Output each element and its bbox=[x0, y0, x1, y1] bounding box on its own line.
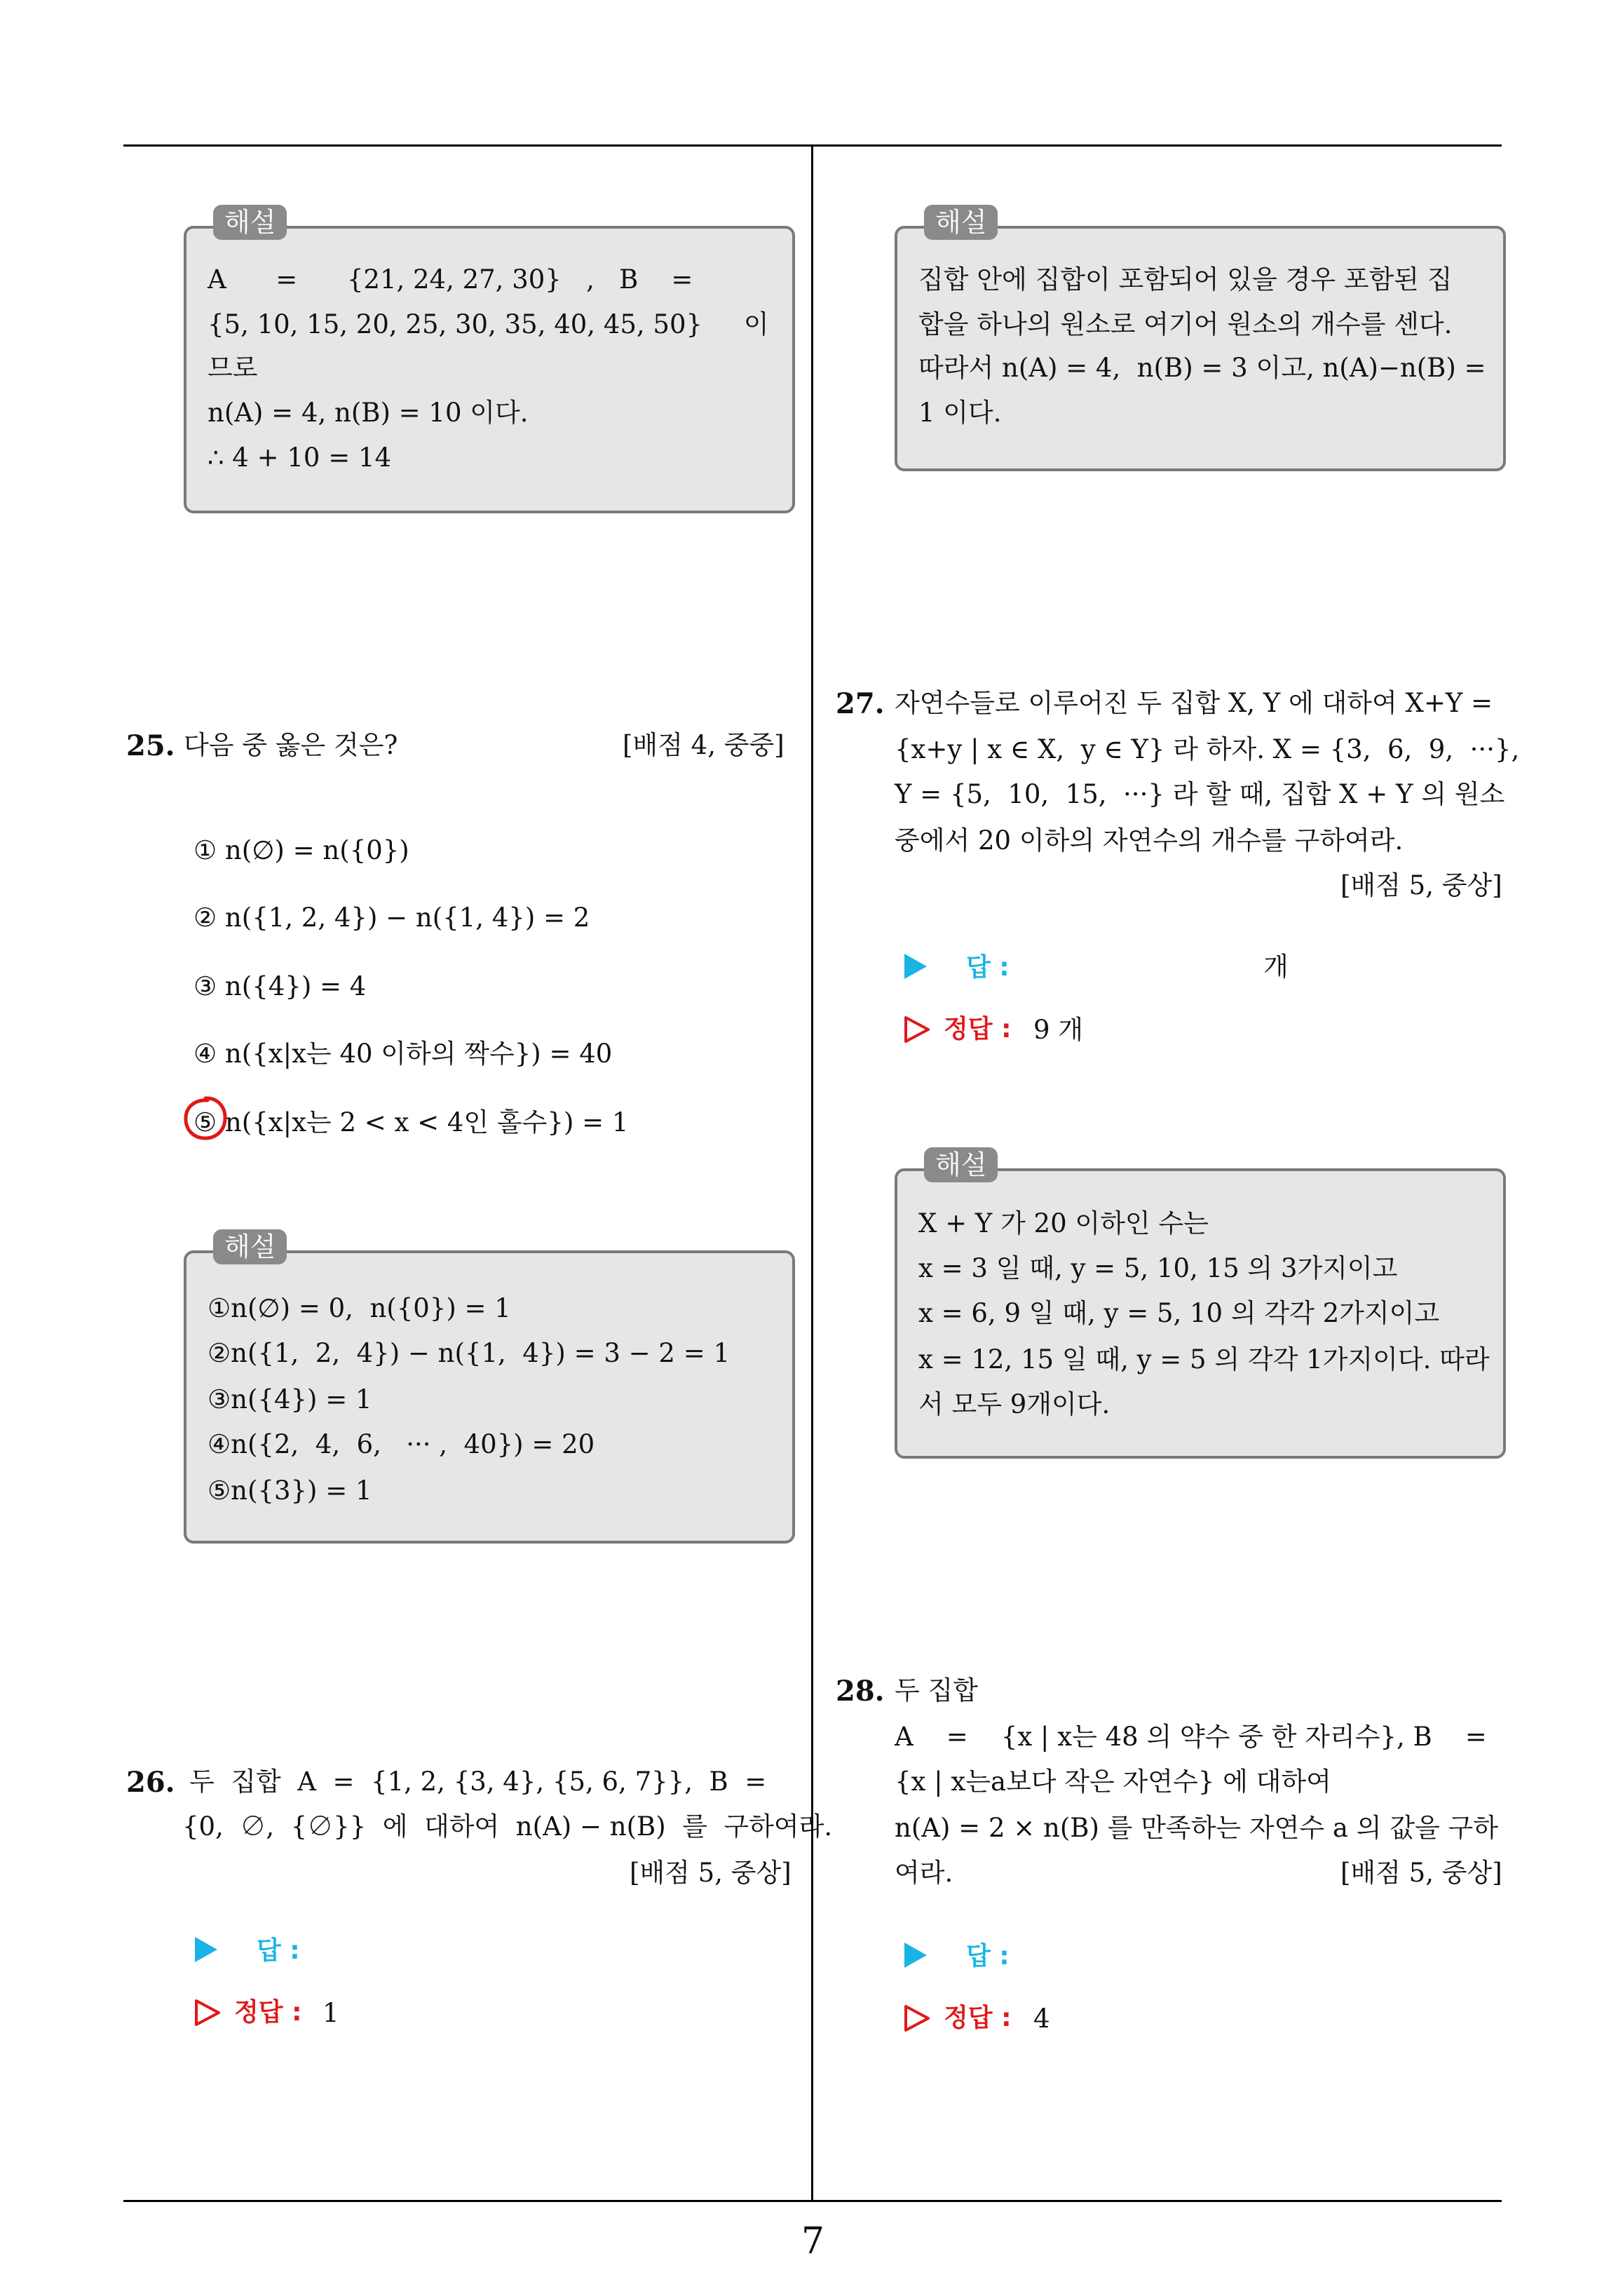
question-score-28: [배점 5, 중상] bbox=[1340, 1858, 1502, 1888]
solution-line: ④n({2, 4, 6, ··· , 40}) = 20 bbox=[208, 1429, 595, 1459]
solution-line: 따라서 n(A) = 4, n(B) = 3 이고, n(A)−n(B) = bbox=[918, 353, 1486, 383]
question-text-28: A = {x | x는 48 의 약수 중 한 자리수}, B = bbox=[895, 1722, 1487, 1752]
solution-line: A = {21, 24, 27, 30} , B = bbox=[208, 264, 693, 295]
answer-unit: 개 bbox=[1263, 952, 1289, 982]
question-number-26: 26. bbox=[126, 1766, 175, 1799]
question-text-27: {x+y | x ∈ X, y ∈ Y} 라 하자. X = {3, 6, 9, ···}, bbox=[895, 734, 1520, 764]
question-text-27: 중에서 20 이하의 자연수의 개수를 구하여라. bbox=[895, 825, 1404, 856]
column-divider bbox=[811, 144, 813, 2201]
correct-triangle-icon bbox=[193, 1999, 222, 2027]
answer-label: 답 : bbox=[966, 953, 1010, 982]
solution-line: x = 3 일 때, y = 5, 10, 15 의 3가지이고 bbox=[918, 1253, 1398, 1283]
option-5[interactable]: ⑤ n({x|x는 2 < x < 4인 홀수}) = 1 bbox=[193, 1107, 629, 1137]
solution-box-25 bbox=[184, 1231, 795, 1544]
selected-answer-circle bbox=[181, 1094, 230, 1143]
question-text-28: {x | x는a보다 작은 자연수} 에 대하여 bbox=[895, 1767, 1331, 1797]
question-text-28: 여라. bbox=[895, 1858, 953, 1888]
solution-line: ⑤n({3}) = 1 bbox=[208, 1475, 372, 1506]
correct-label: 정답 : bbox=[944, 1015, 1012, 1044]
correct-triangle-icon bbox=[903, 2004, 931, 2032]
solution-line: n(A) = 4, n(B) = 10 이다. bbox=[208, 398, 529, 428]
correct-triangle-icon bbox=[903, 1015, 931, 1044]
correct-value-27: 9 개 bbox=[1033, 1015, 1084, 1045]
option-4[interactable]: ④ n({x|x는 40 이하의 짝수}) = 40 bbox=[193, 1039, 613, 1069]
solution-line: x = 6, 9 일 때, y = 5, 10 의 각각 2가지이고 bbox=[918, 1298, 1440, 1328]
solution-tag: 해설 bbox=[213, 205, 287, 240]
question-number-28: 28. bbox=[836, 1675, 885, 1708]
solution-line: 합을 하나의 원소로 여기어 원소의 개수를 센다. bbox=[918, 309, 1453, 339]
solution-line: 1 이다. bbox=[918, 398, 1002, 428]
question-text-27: 자연수들로 이루어진 두 집합 X, Y 에 대하여 X+Y = bbox=[895, 688, 1493, 718]
solution-box-27 bbox=[895, 1149, 1506, 1459]
correct-label: 정답 : bbox=[944, 2004, 1012, 2032]
correct-value-28: 4 bbox=[1033, 2004, 1050, 2034]
option-1[interactable]: ① n(∅) = n({0}) bbox=[193, 835, 409, 865]
solution-tag: 해설 bbox=[924, 205, 998, 240]
solution-line: 므로 bbox=[208, 353, 258, 383]
question-text-26: {0, ∅, {∅}} 에 대하여 n(A) − n(B) 를 구하여라. bbox=[182, 1811, 833, 1842]
question-score-25: [배점 4, 중중] bbox=[623, 730, 785, 760]
answer-arrow-icon bbox=[904, 1943, 927, 1968]
bottom-rule bbox=[123, 2200, 1502, 2202]
solution-line: ②n({1, 2, 4}) − n({1, 4}) = 3 − 2 = 1 bbox=[208, 1338, 731, 1368]
option-2[interactable]: ② n({1, 2, 4}) − n({1, 4}) = 2 bbox=[193, 903, 590, 933]
answer-label: 답 : bbox=[966, 1942, 1010, 1971]
question-text-26: 두 집합 A = {1, 2, {3, 4}, {5, 6, 7}}, B = bbox=[189, 1767, 767, 1797]
solution-line: ∴ 4 + 10 = 14 bbox=[208, 443, 392, 473]
question-score-27: [배점 5, 중상] bbox=[1340, 870, 1502, 900]
solution-tag: 해설 bbox=[213, 1229, 287, 1264]
answer-arrow-icon bbox=[904, 954, 927, 979]
question-number-27: 27. bbox=[836, 687, 885, 720]
question-number-25: 25. bbox=[126, 729, 175, 762]
solution-line: 서 모두 9개이다. bbox=[918, 1389, 1111, 1419]
option-3[interactable]: ③ n({4}) = 4 bbox=[193, 971, 367, 1001]
solution-line: {5, 10, 15, 20, 25, 30, 35, 40, 45, 50} 이 bbox=[208, 309, 769, 339]
solution-line: 집합 안에 집합이 포함되어 있을 경우 포함된 집 bbox=[918, 264, 1453, 295]
answer-arrow-icon bbox=[195, 1937, 217, 1962]
question-text-28: n(A) = 2 × n(B) 를 만족하는 자연수 a 의 값을 구하 bbox=[895, 1813, 1498, 1843]
answer-label: 답 : bbox=[257, 1936, 300, 1965]
question-score-26: [배점 5, 중상] bbox=[630, 1858, 792, 1888]
correct-value-26: 1 bbox=[322, 1998, 339, 2028]
question-text-25: 다음 중 옳은 것은? bbox=[184, 730, 398, 760]
page-number: 7 bbox=[801, 2220, 825, 2262]
solution-line: x = 12, 15 일 때, y = 5 의 각각 1가지이다. 따라 bbox=[918, 1344, 1490, 1375]
solution-line: ①n(∅) = 0, n({0}) = 1 bbox=[208, 1293, 511, 1323]
question-text-28: 두 집합 bbox=[895, 1675, 978, 1706]
solution-line: ③n({4}) = 1 bbox=[208, 1384, 372, 1414]
solution-line: X + Y 가 20 이하인 수는 bbox=[918, 1208, 1209, 1238]
question-text-27: Y = {5, 10, 15, ···} 라 할 때, 집합 X + Y 의 원소 bbox=[895, 779, 1505, 809]
correct-label: 정답 : bbox=[234, 1998, 302, 2027]
solution-box-26 bbox=[895, 207, 1506, 471]
solution-tag: 해설 bbox=[924, 1147, 998, 1182]
solution-box-24 bbox=[184, 207, 795, 513]
